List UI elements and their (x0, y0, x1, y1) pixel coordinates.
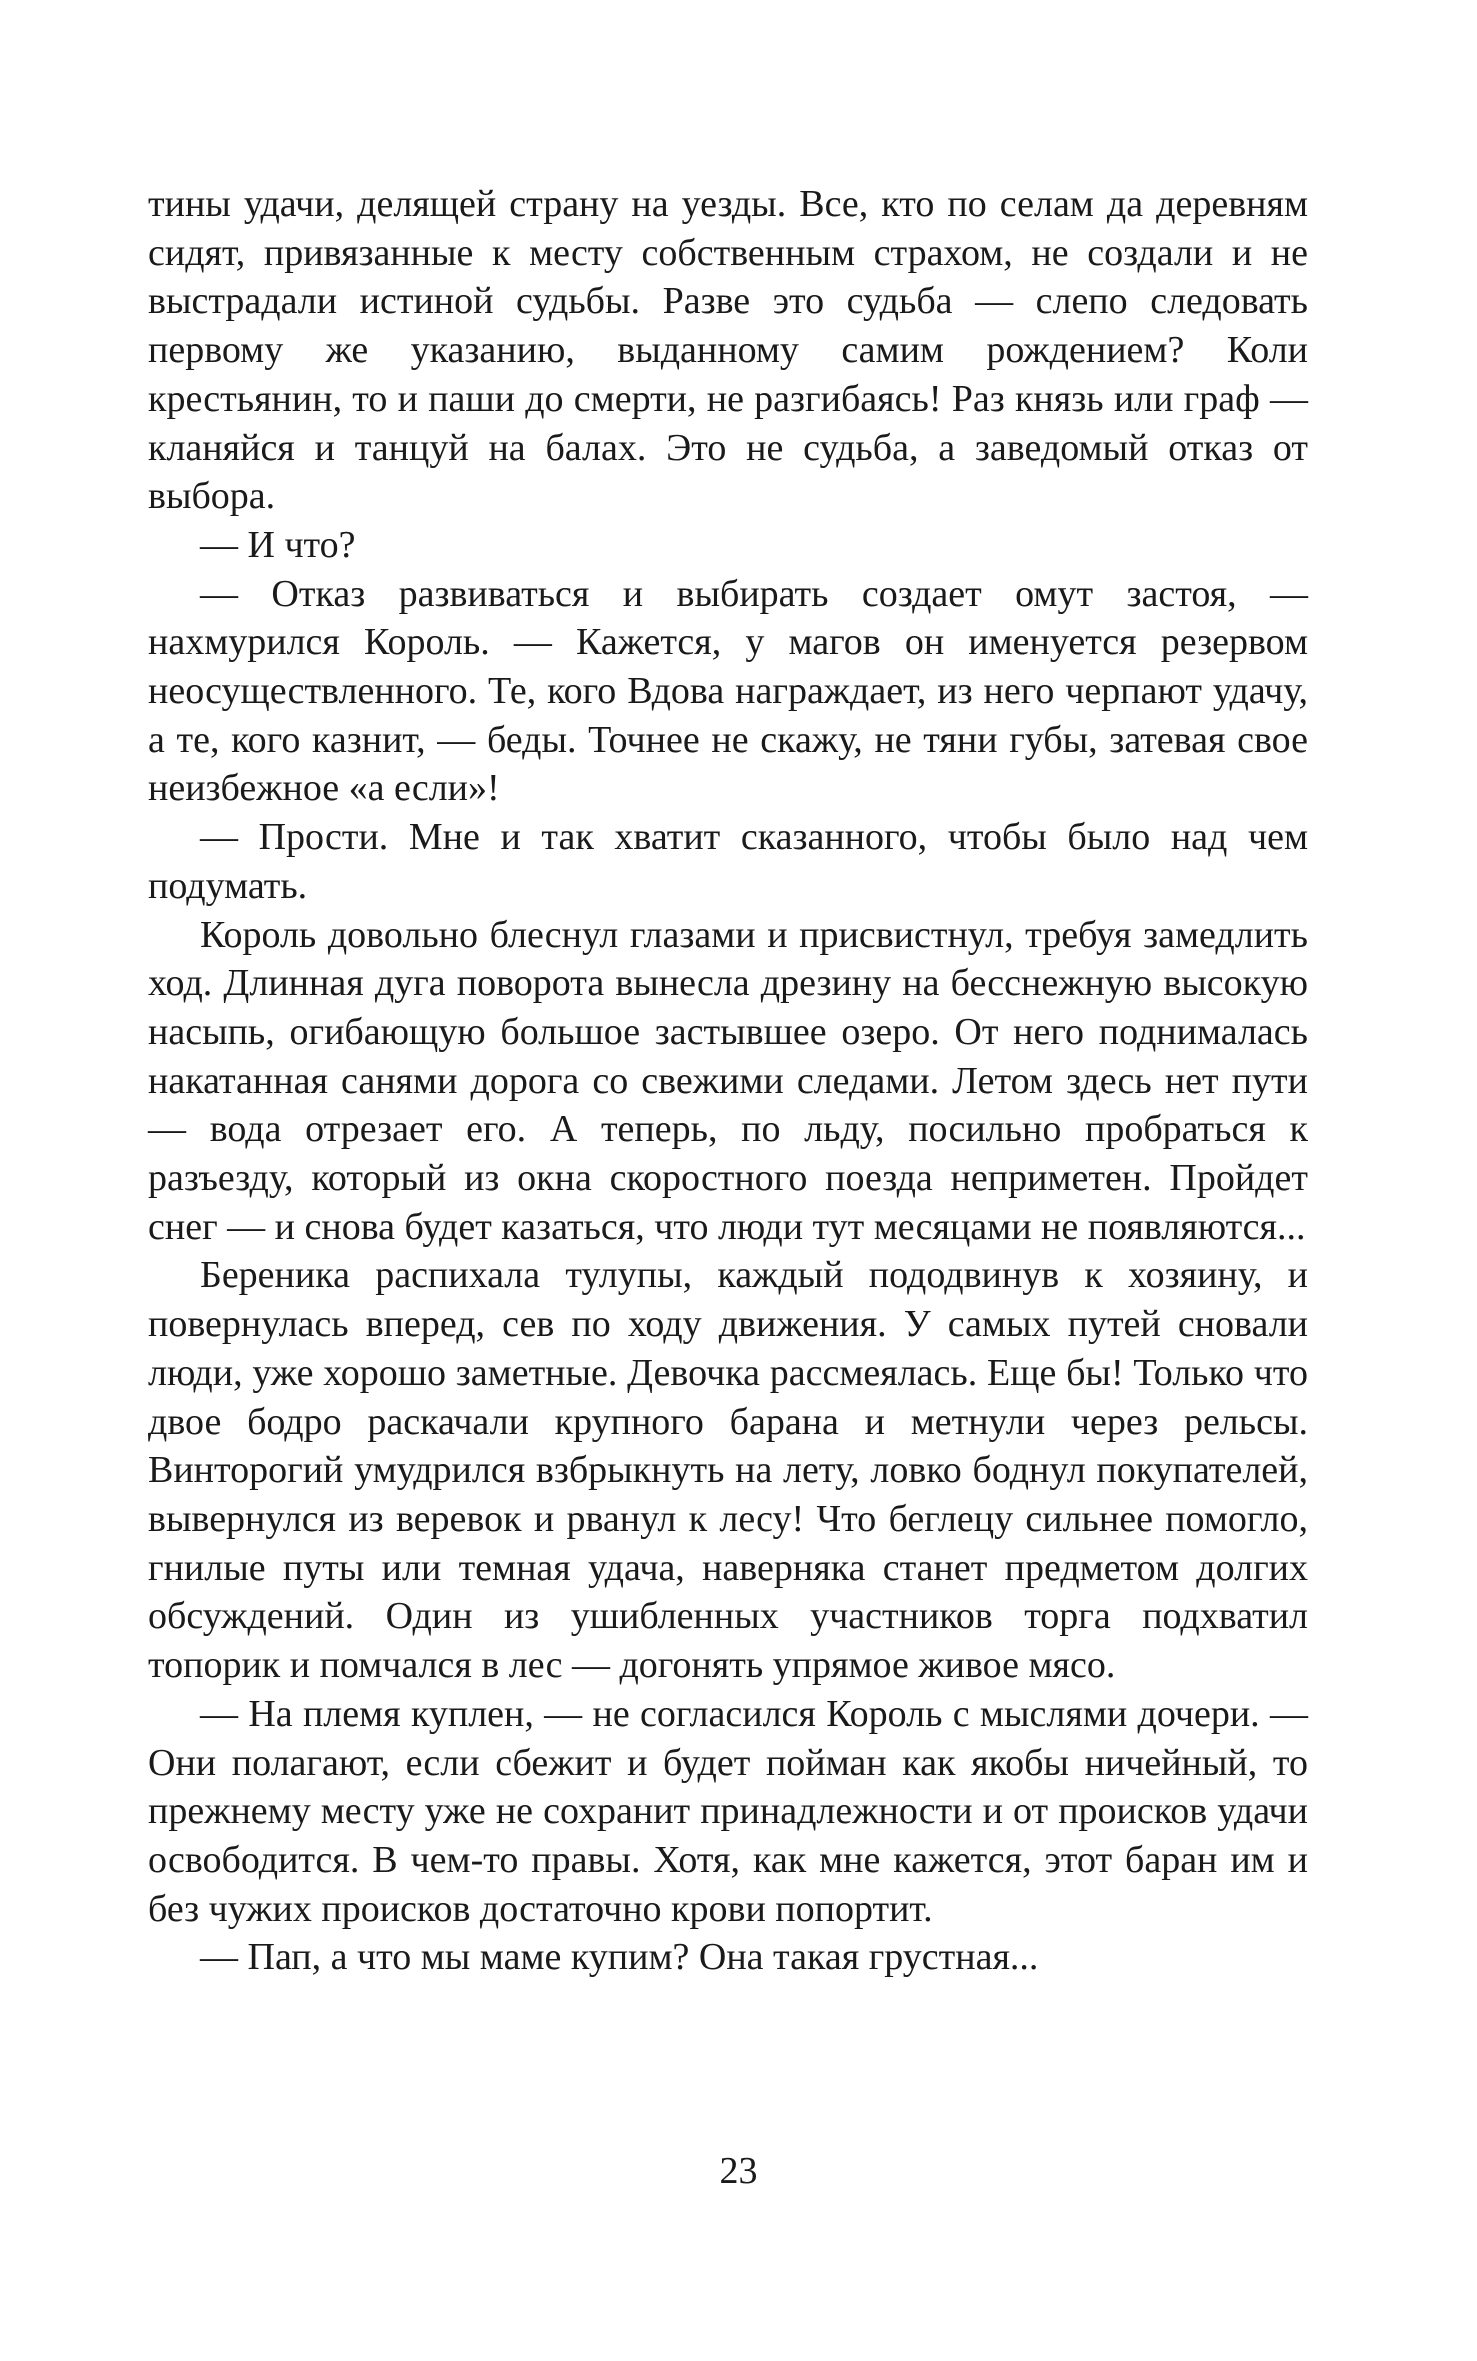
page-body (148, 180, 1308, 1982)
paragraph-3: — Отказ развиваться и выбирать создает омут застоя, — нахмурился Король. — Кажется, у магов он именуется резервом неосуществленного. Те, кого Вдова награждает, из него черпают удачу, а те, кого казнит, — беды. Точнее не скажу, не тяни губы, затевая свое неизбежное «а если»! (148, 572, 1308, 810)
paragraph-6: Береника распихала тулупы, каждый пододвинув к хозяину, и повернулась вперед, сев по ходу движения. У самых путей сновали люди, уже хорошо заметные. Девочка рассмеялась. Еще бы! Только что двое бодро раскачали крупного барана и метнули через рельсы. Винторогий умудрился взбрыкнуть на лету, ловко боднул покупателей, вывернулся из веревок и рванул к лесу! Что беглецу сильнее помогло, гнилые путы или темная удача, наверняка станет предметом долгих обсуждений. Один из ушибленных участников торга подхватил топорик и помчался в лес — догонять упрямое живое мясо. (148, 1254, 1308, 1687)
paragraph-4: — Прости. Мне и так хватит сказанного, чтобы было над чем подумать. (148, 816, 1308, 907)
paragraph-5: Король довольно блеснул глазами и присвистнул, требуя замедлить ход. Длинная дуга поворота вынесла дрезину на бесснежную высокую насыпь, огибающую большое застывшее озеро. От него поднималась накатанная санями дорога со свежими следами. Летом здесь нет пути — вода отрезает его. А теперь, по льду, посильно пробраться к разъезду, который из окна скоростного поезда неприметен. Пройдет снег — и снова будет казаться, что люди тут месяцами не появляются... (148, 913, 1308, 1248)
paragraph-1: тины удачи, делящей страну на уезды. Все, кто по селам да деревням сидят, привязанные к месту собственным страхом, не создали и не выстрадали истиной судьбы. Разве это судьба — слепо следовать первому же указанию, выданному самим рождением? Коли крестьянин, то и паши до смерти, не разгибаясь! Раз князь или граф — кланяйся и танцуй на балах. Это не судьба, а заведомый отказ от выбора. (148, 183, 1308, 518)
page-number: 23 (719, 2150, 758, 2192)
paragraph-7: — На племя куплен, — не согласился Король с мыслями дочери. — Они полагают, если сбежит и будет пойман как якобы ничейный, то прежнему месту уже не сохранит принадлежности и от происков удачи освободится. В чем-то правы. Хотя, как мне кажется, этот баран им и без чужих происков достаточно крови попортит. (148, 1692, 1308, 1930)
paragraph-8: — Пап, а что мы маме купим? Она такая грустная... (200, 1936, 1039, 1979)
paragraph-2: — И что? (200, 523, 356, 566)
